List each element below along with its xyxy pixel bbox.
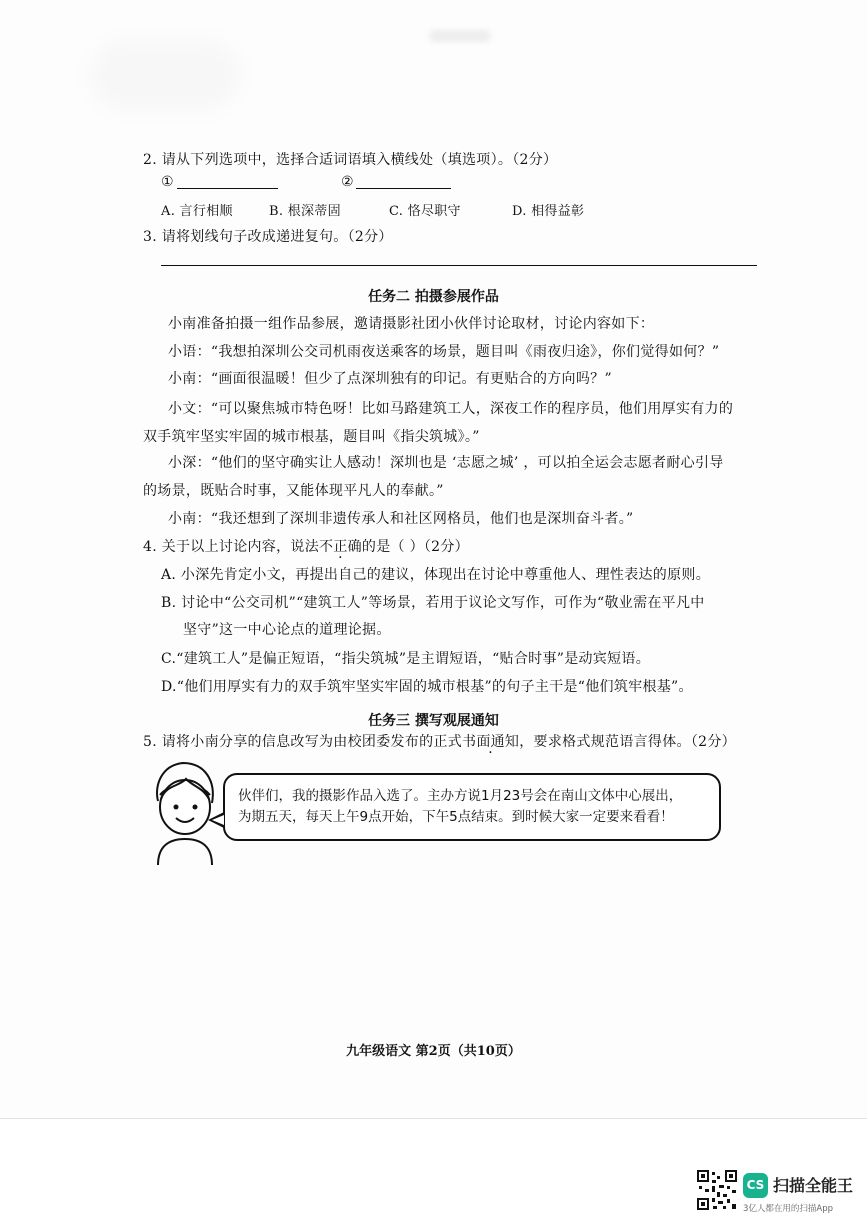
camscanner-logo-icon: CS <box>743 1173 768 1198</box>
bubble-line-1: 伙伴们，我的摄影作品入选了。主办方说1月23号会在南山文体中心展出， <box>238 788 683 804</box>
question-5 <box>143 731 736 751</box>
q4-option-b-cont: 坚守”这一中心论点的道理论据。 <box>183 622 391 638</box>
question-4-emphasis: 不正确 <box>319 539 362 555</box>
q4-option-a: A. 小深先肯定小文，再提出自己的建议，体现出在讨论中尊重他人、理性表达的原则。 <box>161 567 711 583</box>
camscanner-tagline: 3亿人都在用的扫描App <box>743 1204 834 1214</box>
camscanner-name: 扫描全能王 <box>773 1176 854 1195</box>
dialogue-line: 双手筑牢坚实牢固的城市根基，题目叫《指尖筑城》。” <box>143 429 480 445</box>
question-4-suffix: 的是（ ）（2分） <box>361 539 469 555</box>
option-a: A. 言行相顺 <box>161 204 233 219</box>
answer-line-3[interactable] <box>161 265 757 266</box>
question-5-suffix: ，要求格式规范语言得体。（2分） <box>519 734 736 750</box>
dialogue-line: 的场景，既贴合时事，又能体现平凡人的奉献。” <box>143 483 444 499</box>
bubble-line-2: 为期五天，每天上午9点开始，下午5点结束。到时候大家一定要来看看！ <box>238 809 674 825</box>
dialogue-line: 小深：“他们的坚守确实让人感动！深圳也是 ‘志愿之城’ ，可以拍全运会志愿者耐心引导 <box>168 455 724 471</box>
task-2-title: 任务二 拍摄参展作品 <box>368 289 499 305</box>
dialogue-line: 小文：“可以聚焦城市特色呀！比如马路建筑工人，深夜工作的程序员，他们用厚实有力的 <box>168 401 734 417</box>
answer-blank-2[interactable] <box>356 188 451 189</box>
scan-smudge <box>430 30 490 42</box>
task-2-intro: 小南准备拍摄一组作品参展，邀请摄影社团小伙伴讨论取材，讨论内容如下： <box>168 316 655 332</box>
q4-option-d: D.“他们用厚实有力的双手筑牢坚实牢固的城市根基”的句子主干是“他们筑牢根基”。 <box>161 679 693 695</box>
option-b: B. 根深蒂固 <box>269 204 341 219</box>
q4-option-b: B. 讨论中“公交司机”“建筑工人”等场景，若用于议论文写作，可作为“敬业需在平凡中 <box>161 595 705 611</box>
dialogue-line: 小语：“我想拍深圳公交司机雨夜送乘客的场景，题目叫《雨夜归途》，你们觉得如何？” <box>168 344 720 360</box>
answer-blank-1[interactable] <box>177 188 278 189</box>
page-footer: 九年级语文 第2页（共10页） <box>346 1044 521 1059</box>
option-c: C. 恪尽职守 <box>389 204 461 219</box>
task-3-title: 任务三 撰写观展通知 <box>368 713 499 729</box>
speech-bubble-tail-inner <box>212 815 224 825</box>
question-5-emphasis: 书面通知 <box>462 734 520 750</box>
blank-2-label: ② <box>341 174 354 190</box>
scan-smudge <box>90 40 240 110</box>
question-5-prefix: 5. 请将小南分享的信息改写为由校团委发布的正式 <box>143 734 463 750</box>
dialogue-line: 小南：“画面很温暖！但少了点深圳独有的印记。有更贴合的方向吗？” <box>168 371 612 387</box>
cartoon-student-icon <box>150 755 220 867</box>
question-4-prefix: 4. 关于以上讨论内容，说法 <box>143 539 320 555</box>
dialogue-line: 小南：“我还想到了深圳非遗传承人和社区网格员，他们也是深圳奋斗者。” <box>168 511 634 527</box>
question-4 <box>143 536 469 556</box>
question-2: 2. 请从下列选项中，选择合适词语填入横线处（填选项）。（2分） <box>143 152 558 168</box>
blank-1-label: ① <box>161 174 174 190</box>
question-3: 3. 请将划线句子改成递进复句。（2分） <box>143 229 393 245</box>
qr-code-icon <box>697 1170 737 1210</box>
option-d: D. 相得益彰 <box>512 204 585 219</box>
q4-option-c: C.“建筑工人”是偏正短语，“指尖筑城”是主谓短语，“贴合时事”是动宾短语。 <box>161 651 651 667</box>
